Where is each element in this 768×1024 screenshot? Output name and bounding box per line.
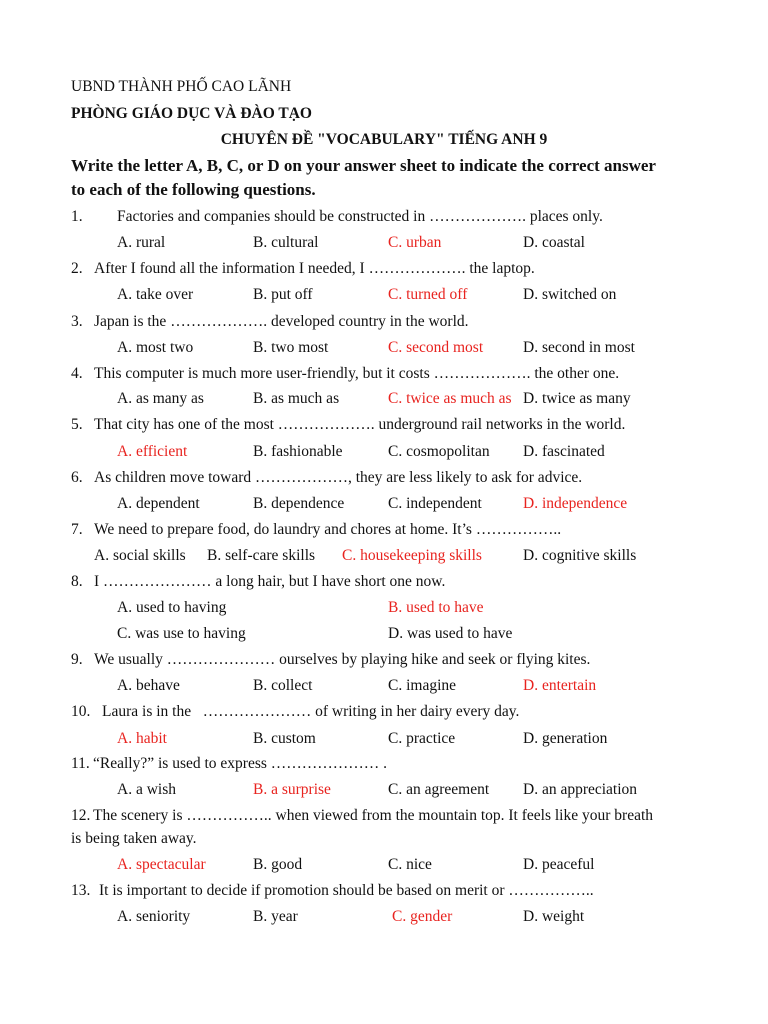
question-8-option-b[interactable]: B. used to have: [388, 599, 484, 616]
question-3-stem: Japan is the ………………. developed country in the world.: [94, 313, 469, 330]
question-11-option-a[interactable]: A. a wish: [117, 781, 176, 798]
question-9-option-a[interactable]: A. behave: [117, 677, 180, 694]
question-10-stem: Laura is in the ………………… of writing in her dairy every day.: [102, 703, 520, 720]
header-department: PHÒNG GIÁO DỤC VÀ ĐÀO TẠO: [71, 105, 312, 122]
question-6-stem: As children move toward ………………, they are less likely to ask for advice.: [94, 469, 583, 486]
question-13-stem: It is important to decide if promotion should be based on merit or ……………..: [99, 882, 594, 899]
question-12-option-d[interactable]: D. peaceful: [523, 856, 595, 873]
question-8-option-a[interactable]: A. used to having: [117, 599, 227, 616]
question-12-stem-continued: is being taken away.: [71, 830, 197, 847]
question-7-option-b[interactable]: B. self-care skills: [207, 547, 316, 564]
question-4-option-c[interactable]: C. twice as much as: [388, 390, 512, 407]
question-1-stem: Factories and companies should be constructed in ………………. places only.: [117, 208, 603, 225]
question-9-number: 9.: [71, 651, 83, 668]
question-9-option-b[interactable]: B. collect: [253, 677, 313, 694]
question-2-option-c[interactable]: C. turned off: [388, 286, 468, 303]
question-11-option-c[interactable]: C. an agreement: [388, 781, 490, 798]
question-6-option-d[interactable]: D. independence: [523, 495, 628, 512]
question-10-option-a[interactable]: A. habit: [117, 730, 167, 747]
question-10-option-c[interactable]: C. practice: [388, 730, 456, 747]
header-authority: UBND THÀNH PHỐ CAO LÃNH: [71, 78, 292, 95]
question-5-option-b[interactable]: B. fashionable: [253, 443, 343, 460]
question-4-number: 4.: [71, 365, 83, 382]
question-7-stem: We need to prepare food, do laundry and chores at home. It’s ……………..: [94, 521, 562, 538]
question-4-option-a[interactable]: A. as many as: [117, 390, 204, 407]
question-3-option-b[interactable]: B. two most: [253, 339, 329, 356]
question-11-number: 11.: [71, 755, 90, 772]
question-12-stem: The scenery is …………….. when viewed from the mountain top. It feels like your breath: [93, 807, 654, 824]
question-3-option-c[interactable]: C. second most: [388, 339, 484, 356]
question-1-option-d[interactable]: D. coastal: [523, 234, 585, 251]
instruction-line-1: Write the letter A, B, C, or D on your answer sheet to indicate the correct answer: [71, 156, 656, 175]
question-10-option-d[interactable]: D. generation: [523, 730, 608, 747]
question-2-stem: After I found all the information I needed, I ………………. the laptop.: [94, 260, 535, 277]
question-7-option-a[interactable]: A. social skills: [94, 547, 186, 564]
document-title: CHUYÊN ĐỀ "VOCABULARY" TIẾNG ANH 9: [220, 131, 548, 148]
question-8-stem: I ………………… a long hair, but I have short one now.: [94, 573, 446, 590]
question-10-number: 10.: [71, 703, 91, 720]
question-2-number: 2.: [71, 260, 83, 277]
question-11-option-d[interactable]: D. an appreciation: [523, 781, 638, 798]
question-6-number: 6.: [71, 469, 83, 486]
question-6-option-b[interactable]: B. dependence: [253, 495, 345, 512]
question-7-number: 7.: [71, 521, 83, 538]
question-3-option-a[interactable]: A. most two: [117, 339, 194, 356]
question-8-number: 8.: [71, 573, 83, 590]
question-10-option-b[interactable]: B. custom: [253, 730, 316, 747]
question-12-option-b[interactable]: B. good: [253, 856, 303, 873]
question-11-option-b[interactable]: B. a surprise: [253, 781, 331, 798]
question-5-option-d[interactable]: D. fascinated: [523, 443, 605, 460]
question-9-option-c[interactable]: C. imagine: [388, 677, 457, 694]
question-4-option-d[interactable]: D. twice as many: [523, 390, 631, 407]
question-12-number: 12.: [71, 807, 91, 824]
question-12-option-a[interactable]: A. spectacular: [117, 856, 206, 873]
question-5-option-a[interactable]: A. efficient: [117, 443, 188, 460]
question-7-option-d[interactable]: D. cognitive skills: [523, 547, 637, 564]
question-8-option-c[interactable]: C. was use to having: [117, 625, 246, 642]
question-13-option-a[interactable]: A. seniority: [117, 908, 191, 925]
question-1-option-c[interactable]: C. urban: [388, 234, 442, 251]
question-9-stem: We usually ………………… ourselves by playing hike and seek or flying kites.: [94, 651, 591, 668]
question-3-number: 3.: [71, 313, 83, 330]
question-8-option-d[interactable]: D. was used to have: [388, 625, 513, 642]
question-3-option-d[interactable]: D. second in most: [523, 339, 635, 356]
question-5-stem: That city has one of the most ………………. underground rail networks in the world.: [94, 416, 626, 433]
question-11-stem: “Really?” is used to express ………………… .: [93, 755, 388, 772]
instruction-line-2: to each of the following questions.: [71, 180, 316, 199]
question-13-option-d[interactable]: D. weight: [523, 908, 585, 925]
question-1-number: 1.: [71, 208, 83, 225]
question-9-option-d[interactable]: D. entertain: [523, 677, 597, 694]
question-13-option-c[interactable]: C. gender: [392, 908, 453, 925]
question-2-option-d[interactable]: D. switched on: [523, 286, 617, 303]
question-5-number: 5.: [71, 416, 83, 433]
question-5-option-c[interactable]: C. cosmopolitan: [388, 443, 490, 460]
question-1-option-a[interactable]: A. rural: [117, 234, 166, 251]
question-2-option-b[interactable]: B. put off: [253, 286, 313, 303]
question-4-stem: This computer is much more user-friendly, but it costs ………………. the other one.: [94, 365, 620, 382]
question-13-option-b[interactable]: B. year: [253, 908, 298, 925]
question-6-option-a[interactable]: A. dependent: [117, 495, 200, 512]
question-1-option-b[interactable]: B. cultural: [253, 234, 319, 251]
question-7-option-c[interactable]: C. housekeeping skills: [342, 547, 482, 564]
question-13-number: 13.: [71, 882, 91, 899]
question-4-option-b[interactable]: B. as much as: [253, 390, 340, 407]
question-2-option-a[interactable]: A. take over: [117, 286, 194, 303]
question-6-option-c[interactable]: C. independent: [388, 495, 482, 512]
question-12-option-c[interactable]: C. nice: [388, 856, 432, 873]
